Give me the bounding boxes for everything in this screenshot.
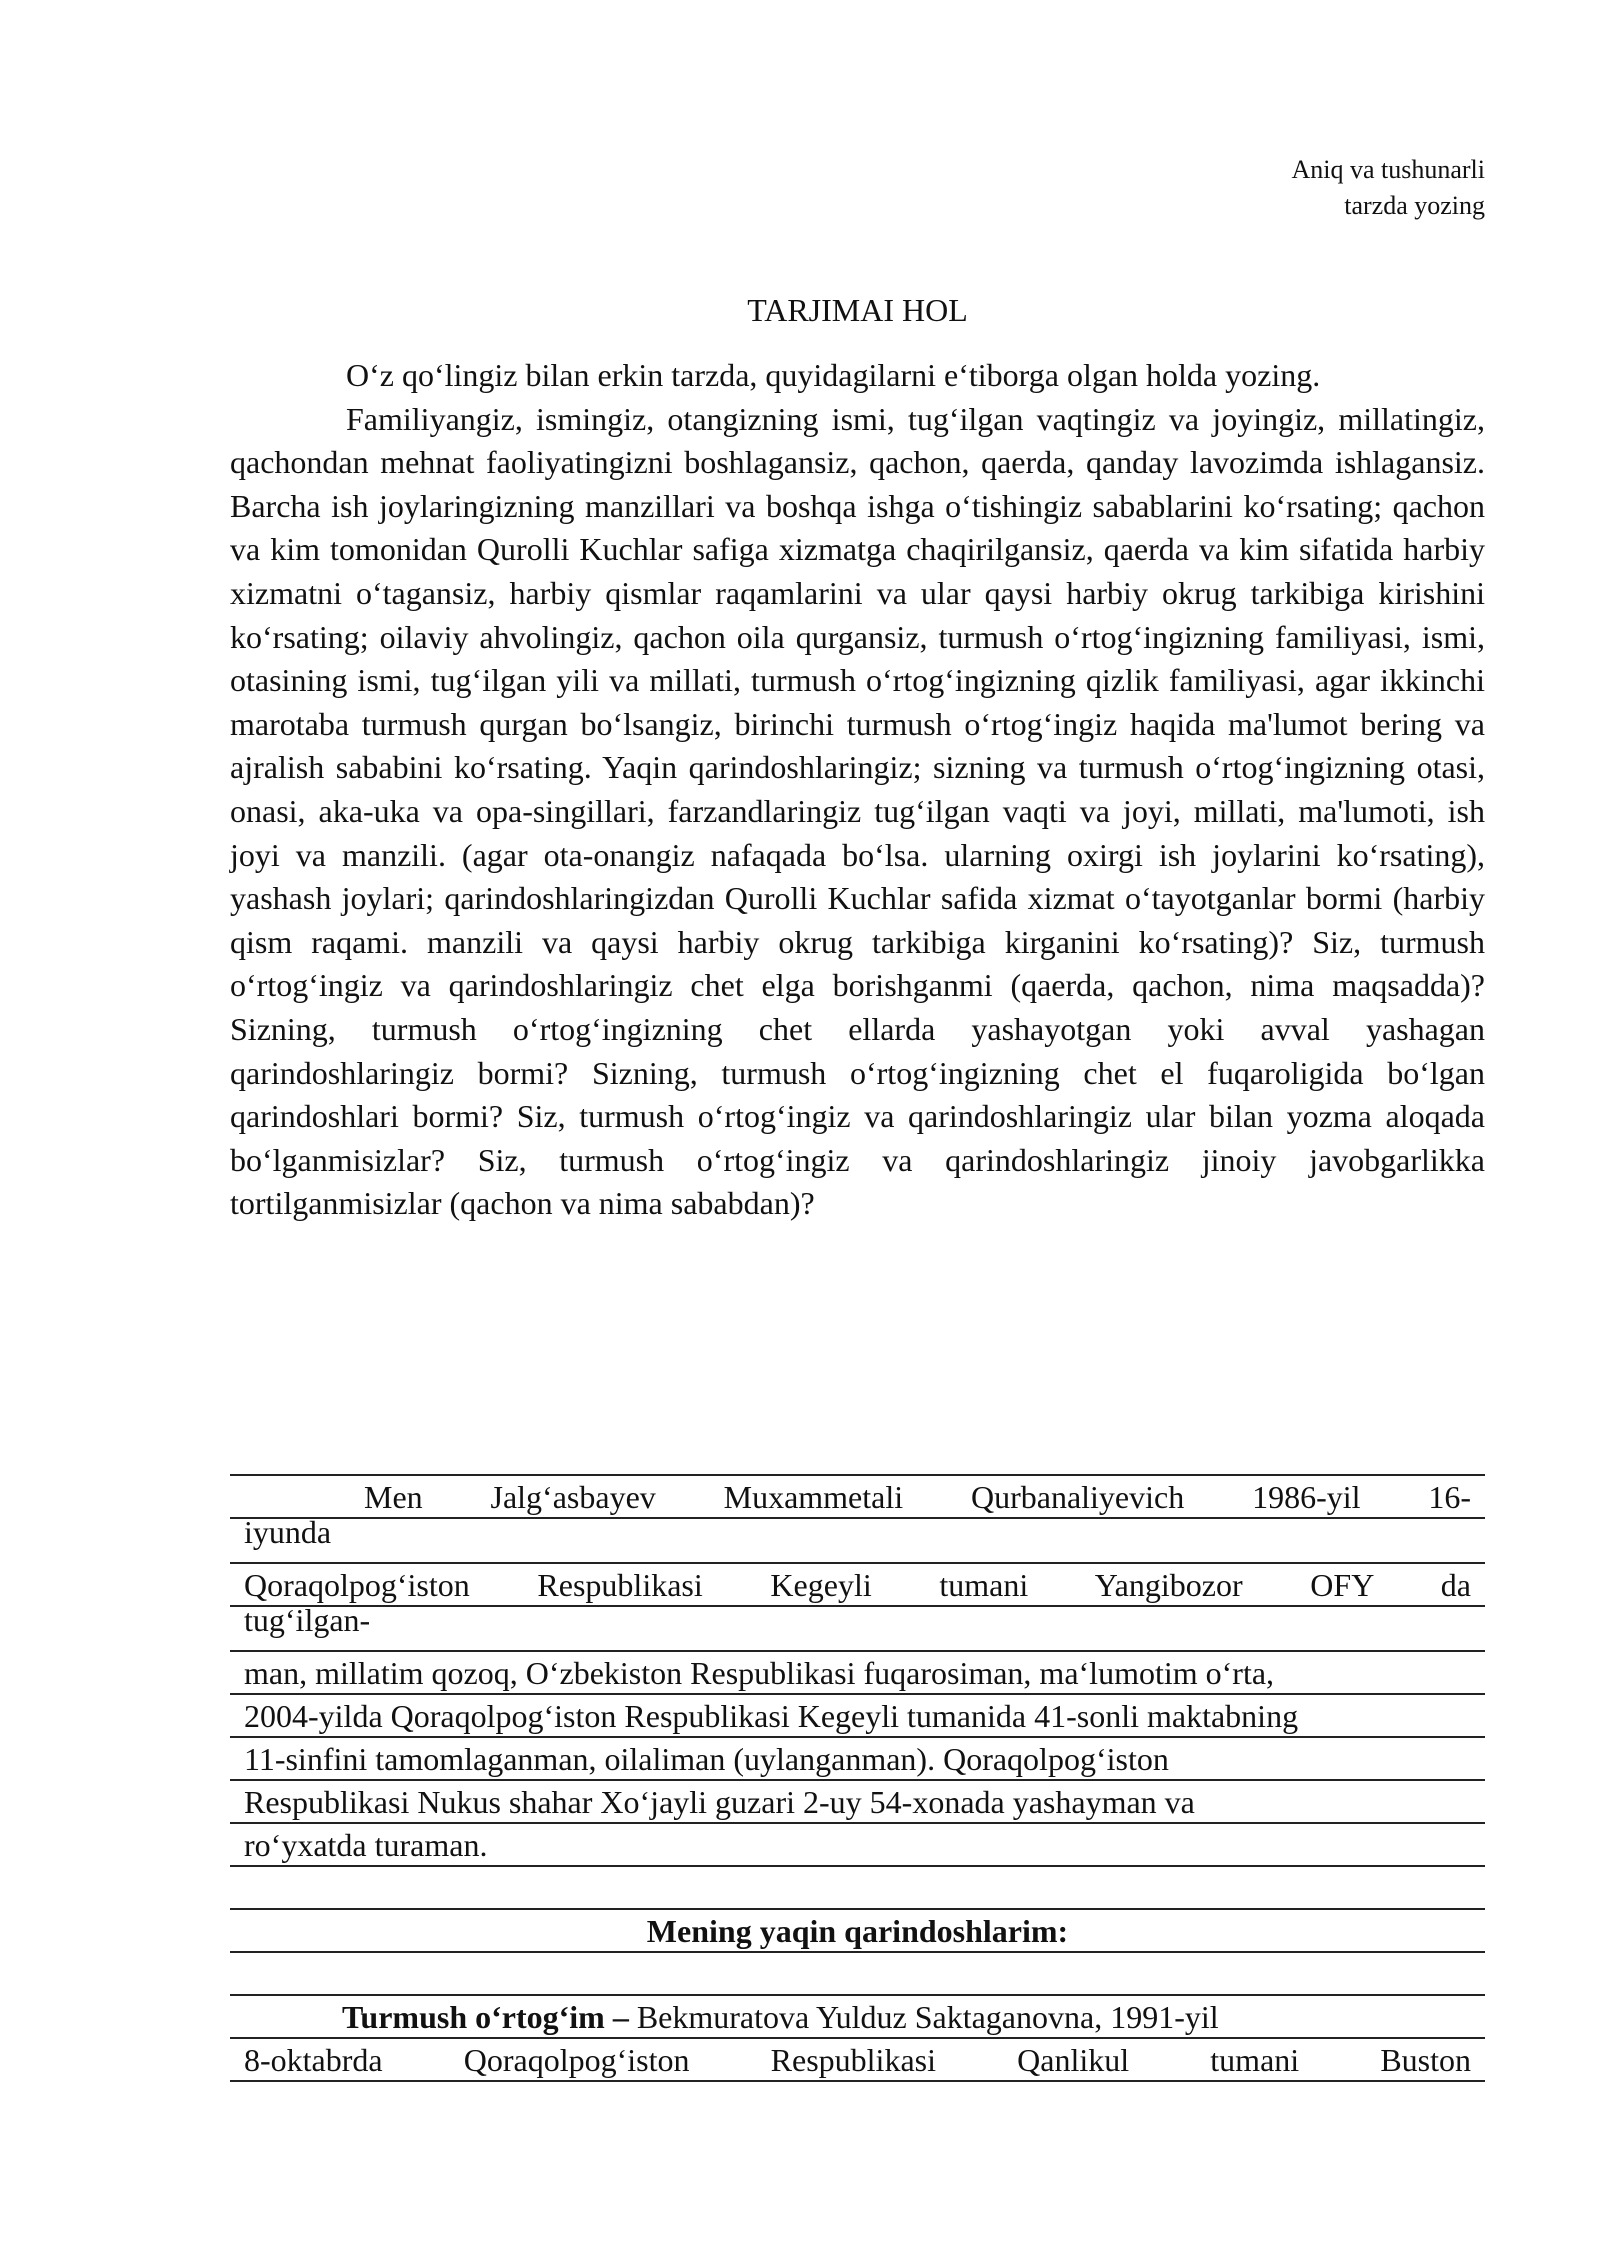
blank-line xyxy=(230,1867,1485,1910)
blank-line xyxy=(230,1953,1485,1996)
bio-line-text: tug‘ilgan- xyxy=(244,1602,371,1638)
bio-line-text: 11-sinfini tamomlaganman, oilaliman (uylanganman). Qoraqolpog‘iston xyxy=(244,1741,1169,1777)
bio-line-text: Men Jalg‘asbayev Muxammetali Qurbanaliyevich 1986-yil 16- xyxy=(364,1479,1471,1515)
instructions-paragraph-2: Familiyangiz, ismingiz, otangizning ismi, tug‘ilgan vaqtingiz va joyingiz, millatingiz, qachondan mehnat faoliyatingizni boshlagansiz, qachon, qaerda, qanday lavozimda ishlagansiz. Barcha ish joylaringizning manzillari va boshqa ishga o‘tishingiz sabablarini ko‘rsating; qachon va kim tomonidan Qurolli Kuchlar safiga xizmatga chaqirilgansiz, qaerda va kim sifatida harbiy xizmatni o‘tagansiz, harbiy qismlar raqamlarini va ular qaysi harbiy okrug tarkibiga kirishini ko‘rsating; oilaviy ahvolingiz, qachon oila qurgansiz, turmush o‘rtog‘ingizning familiyasi, ismi, otasining ismi, tug‘ilgan yili va millati, turmush o‘rtog‘ingizning qizlik familiyasi, agar ikkinchi marotaba turmush qurgan bo‘lsangiz, birinchi turmush o‘rtog‘ingiz haqida ma'lumot bering va ajralish sababini ko‘rsating. Yaqin qarindoshlaringiz; sizning va turmush o‘rtog‘ingizning otasi, onasi, aka-uka va opa-singillari, farzandlaringiz tug‘ilgan vaqti va joyi, millati, ma'lumoti, ish joyi va manzili. (agar ota-onangiz nafaqada bo‘lsa. ularning oxirgi ish joylarini ko‘rsating), yashash joylari; qarindoshlaringizdan Qurolli Kuchlar safida xizmat o‘tayotganlar bormi (harbiy qism raqami. manzili va qaysi harbiy okrug tarkibiga kirganini ko‘rsating)? Siz, turmush o‘rtog‘ingiz va qarindoshlaringiz chet elga borishganmi (qaerda, qachon, nima maqsadda)? Sizning, turmush o‘rtog‘ingizning chet ellarda yashayotgan yoki avval yashagan qarindoshlaringiz bormi? Sizning, turmush o‘rtog‘ingizning chet el fuqaroligida bo‘lgan qarindoshlari bormi? Siz, turmush o‘rtog‘ingiz va qarindoshlaringiz ular bilan yozma aloqada bo‘lganmisizlar? Siz, turmush o‘rtog‘ingiz va qarindoshlaringiz jinoiy javobgarlikka tortilganmisizlar (qachon va nima sababdan)? xyxy=(230,400,1485,1222)
document-title: TARJIMAI HOL xyxy=(747,292,968,328)
instructions-block xyxy=(230,354,1485,1226)
relatives-heading-line xyxy=(230,1910,1485,1953)
bio-line-text: iyunda xyxy=(244,1514,332,1550)
spouse-label: Turmush o‘rtog‘im – xyxy=(342,1999,629,2035)
bio-line xyxy=(230,1695,1485,1738)
bio-line-text: Respublikasi Nukus shahar Xo‘jayli guzari 2-uy 54-xonada yashayman va xyxy=(244,1784,1195,1820)
bio-line xyxy=(230,1781,1485,1824)
bio-line xyxy=(230,1652,1485,1695)
bio-line-text: 2004-yilda Qoraqolpog‘iston Respublikasi Kegeyli tumanida 41-sonli maktabning xyxy=(244,1698,1299,1734)
spouse-details: Bekmuratova Yulduz Saktaganovna, 1991-yil xyxy=(628,1999,1219,2035)
bio-line xyxy=(230,1824,1485,1867)
bio-line xyxy=(230,1602,1485,1652)
bio-line xyxy=(230,1514,1485,1564)
corner-note-line-1: Aniq va tushunarli xyxy=(1291,155,1485,184)
corner-note xyxy=(1085,152,1485,224)
bio-line-text: man, millatim qozoq, O‘zbekiston Respublikasi fuqarosiman, ma‘lumotim o‘rta, xyxy=(244,1655,1275,1691)
spouse-details-continued: 8-oktabrda Qoraqolpog‘iston Respublikasi Qanlikul tumani Buston xyxy=(244,2042,1471,2078)
biography-lines xyxy=(230,1474,1485,2082)
instructions-paragraph-1: O‘z qo‘lingiz bilan erkin tarzda, quyidagilarni e‘tiborga olgan holda yozing. xyxy=(346,357,1321,393)
bio-line-text: ro‘yxatda turaman. xyxy=(244,1827,488,1863)
spouse-line-1 xyxy=(230,1996,1485,2039)
relatives-heading: Mening yaqin qarindoshlarim: xyxy=(646,1913,1069,1949)
spouse-line-2 xyxy=(230,2039,1485,2082)
corner-note-line-2: tarzda yozing xyxy=(1344,191,1485,220)
bio-line-text: Qoraqolpog‘iston Respublikasi Kegeyli tumani Yangibozor OFY da xyxy=(244,1567,1471,1603)
bio-line xyxy=(230,1738,1485,1781)
